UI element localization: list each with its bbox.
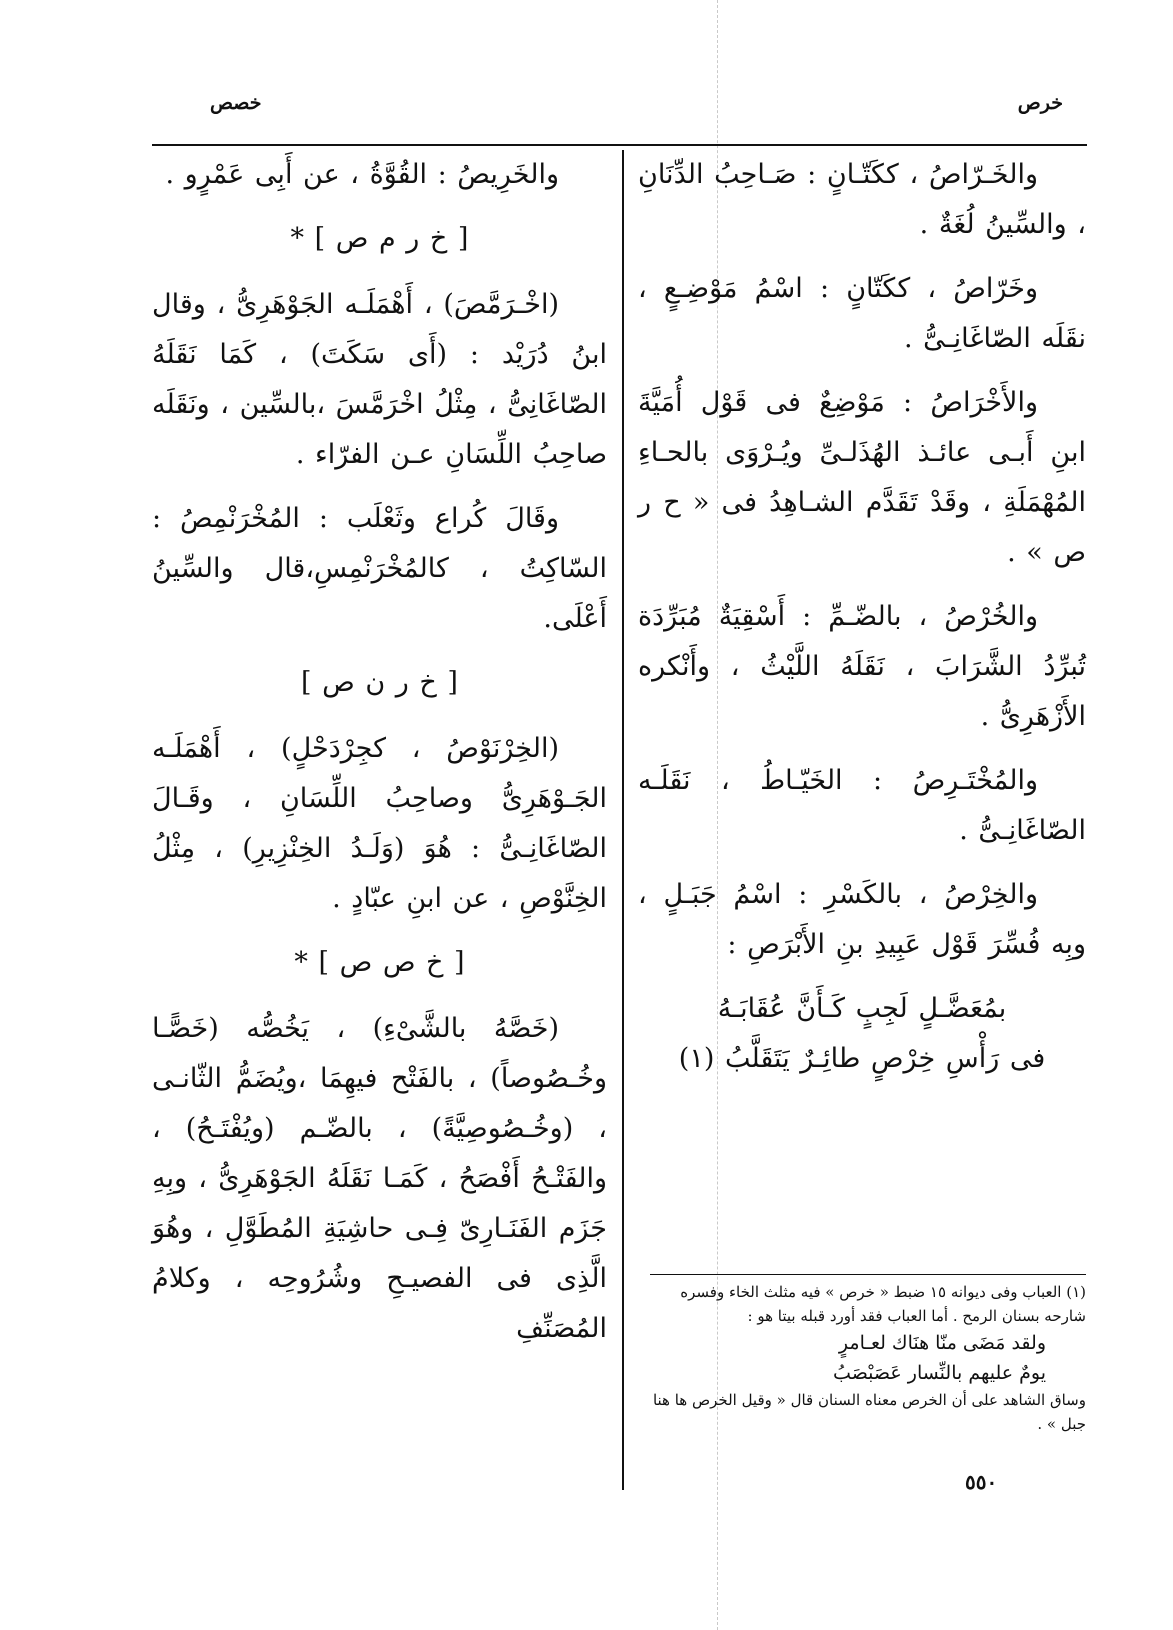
paragraph: والخُرْصُ ، بالضّـمِّ : أَسْقِيَةٌ مُبَرِّدَة تُبرِّدُ الشَّرَابَ ، نَقَلَهُ اللَّيْثُ ، وأَنْكره الأَزْهَرِىُّ . bbox=[638, 601, 1086, 732]
paragraph: والمُخْتَـرِصُ : الخَيّـاطُ ، نَقَلَـه الصّاغَانِـىُّ . bbox=[638, 765, 1086, 846]
footnote-text: وساق الشاهد على أن الخرص معناه السنان قال « وقيل الخرص ها هنا جبل » . bbox=[652, 1391, 1086, 1433]
entry-heading: [ خ ر م ص ] * bbox=[290, 223, 469, 254]
left-column bbox=[152, 150, 607, 1368]
header-rule bbox=[152, 144, 1087, 146]
paragraph: وخَرّاصُ ، ككَتّانٍ : اسْمُ مَوْضِـعٍ ، نقَلَه الصّاغَانِـىُّ . bbox=[638, 273, 1086, 354]
paragraph: (الخِرْنَوْصُ ، كجِرْدَحْلٍ) ، أَهْمَلَـه الجَـوْهَرِىُّ وصاحِبُ اللِّسَانِ ، وقَـالَ الصّاغَانِـىُّ : هُوَ (وَلَـدُ الخِنْزِيرِ) ، مِثْلُ الخِنَّوْصِ ، عن ابنِ عبّادٍ . bbox=[152, 733, 607, 914]
footnote bbox=[650, 1280, 1086, 1436]
paragraph: والخَرِيصُ : القُوَّةُ ، عن أَبِى عَمْرٍو . bbox=[165, 159, 559, 190]
paragraph: وقَالَ كُراع وثَعْلَب : المُخْرَنْمِصُ : السّاكِتُ ، كالمُخْرَنْمِسِ،قال والسِّينُ أَعْلَى. bbox=[152, 503, 607, 634]
footnote-rule bbox=[650, 1274, 1086, 1275]
page-number: ٥٥٠ bbox=[965, 1470, 998, 1494]
paragraph: (خَصَّهُ بالشَّىْءِ) ، يَخُصُّه (خَصًّـا وخُـصُوصاً) ، بالفَتْح فيهِمَا ،ويُضَمُّ الثّانـى ، (وخُـصُوصِيَّةً) ، بالضّـم (ويُفْتَـحُ) ، والفَتْـحُ أَفْصَحُ ، كَمَـا نَقَلَهُ الجَوْهَرِىُّ ، وبِهِ جَزَم الفَنَـارِىّ فِـى حاشِيَةِ المُطَوَّلِ ، وهُوَ الَّذِى فى الفصيـحِ وشُرُوحِه ، وكلامُ المُصَنِّفِ bbox=[152, 1013, 607, 1344]
paragraph: والخِرْصُ ، بالكَسْرِ : اسْمُ جَبَـلٍ ، وبِه فُسِّرَ قَوْل عَبِيدِ بنِ الأَبْرَصِ : bbox=[638, 879, 1086, 960]
verse-line: بمُعَضَّـلٍ لَجِبٍ كَـأَنَّ عُقَابَـهُ bbox=[717, 993, 1007, 1024]
footnote-text: (١) العباب وفى ديوانه ١٥ ضبط « خرص » فيه مثلث الخاء وفسره شارحه بسنان الرمح . أما العباب فقد أورد قبله بيتا هو : bbox=[680, 1283, 1086, 1325]
column-divider bbox=[622, 150, 624, 1490]
footnote-verse-line: ولقد مَضَى منّا هنَاك لعـامرٍ bbox=[838, 1332, 1046, 1354]
left-running-head: خصص bbox=[210, 92, 262, 114]
footnote-verse-line: يومٌ عليهم بالنِّسار عَصَبْصَبُ bbox=[833, 1362, 1046, 1384]
entry-heading: [ خ ر ن ص ] bbox=[301, 667, 458, 698]
right-running-head: خرص bbox=[1017, 92, 1063, 114]
paragraph: (اخْـرَمَّصَ) ، أَهْمَلَـه الجَوْهَرِىُّ ، وقال ابنُ دُرَيْد : (أَى سَكَتَ) ، كَمَا نَقَلَهُ الصّاغَانِىُّ ، مِثْلُ اخْرَمَّسَ ،بالسِّين ، ونَقَلَه صاحِبُ اللِّسَانِ عـن الفرّاء . bbox=[152, 289, 607, 470]
paragraph: والخَـرّاصُ ، ككَتّـانٍ : صَـاحِبُ الدِّنَانِ ، والسِّينُ لُغَةٌ . bbox=[638, 159, 1086, 240]
right-column bbox=[638, 150, 1086, 1084]
paragraph: والأَخْرَاصُ : مَوْضِعٌ فى قَوْل أُمَيَّةَ ابنِ أَبـى عائـذ الهُذَلـىِّ ويُـرْوَى بالحـاءِ المُهْمَلَةِ ، وقَدْ تَقَدَّم الشـاهِدُ فى « ح ر ص » . bbox=[638, 387, 1086, 568]
verse-line: فى رَأْسِ خِرْصٍ طائِـرٌ يَتَقَلَّبُ (١) bbox=[678, 1043, 1046, 1074]
entry-heading: [ خ ص ص ] * bbox=[294, 947, 465, 978]
